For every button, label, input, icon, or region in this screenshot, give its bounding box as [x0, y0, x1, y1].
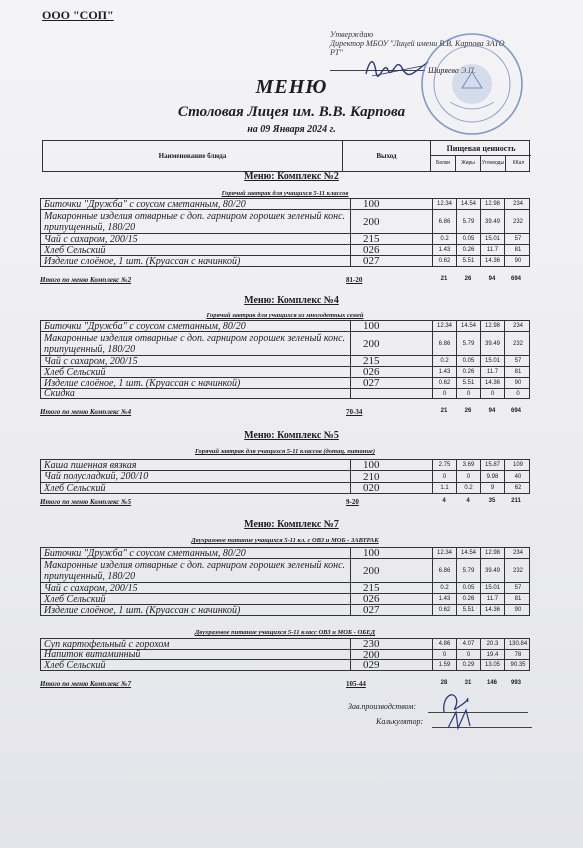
- dish-name: Изделие слоёное, 1 шт. (Круассан с начинкой): [41, 378, 351, 388]
- nutrition-value: 15.01: [481, 356, 505, 366]
- header-proteins: Белки: [431, 156, 456, 171]
- nutrition-value: 12.34: [433, 548, 457, 558]
- table-row: [40, 256, 530, 267]
- meal-group-title: Горячий завтрак для учащихся 5-11 классов (дотац. питание): [194, 448, 376, 455]
- total-nutrition-value: 694: [510, 408, 521, 414]
- table-row: [40, 605, 530, 616]
- header-fats: Жиры: [456, 156, 481, 171]
- nutrition-value: 1.43: [433, 594, 457, 604]
- dish-output: 027: [351, 605, 433, 615]
- table-row: [40, 245, 530, 256]
- table-row: [40, 320, 530, 332]
- nutrition-value: 90: [514, 258, 522, 264]
- dish-output: 100: [351, 460, 433, 470]
- nutrition-value: 90: [514, 607, 522, 613]
- dish-name: Хлеб Сельский: [41, 660, 351, 670]
- nutrition-value: 11.7: [481, 245, 505, 255]
- nutrition-value: 0: [457, 471, 481, 482]
- meal-group-title: Горячий завтрак для учащихся 5-11 классов: [221, 190, 349, 197]
- dish-name: Макаронные изделия отварные с доп. гарниром горошек зеленый конс. припущенный, 180/20: [41, 332, 351, 355]
- dish-output: 029: [351, 660, 433, 670]
- dish-output: 215: [351, 234, 433, 244]
- nutrition-value: 9.98: [481, 471, 505, 482]
- header-nutrition: Пищевая ценность: [431, 141, 531, 156]
- menu-title: Меню: Комплекс №7: [244, 519, 339, 530]
- meal-group-title: Горячий завтрак для учащихся из многодетных семей: [206, 312, 364, 319]
- table-row: [40, 198, 530, 210]
- nutrition-value: 14.36: [481, 256, 505, 266]
- nutrition-value: 1.1: [433, 483, 457, 493]
- page-subtitle: Столовая Лицея им. В.В. Карпова: [177, 104, 406, 120]
- nutrition-value: 11.7: [481, 594, 505, 604]
- dish-table: [40, 547, 530, 616]
- total-nutrition-value: 31: [464, 680, 472, 686]
- total-nutrition-value: 21: [440, 276, 448, 282]
- organization-name: ООО "СОП": [42, 8, 114, 22]
- dish-table: [40, 320, 530, 399]
- table-row: [40, 650, 530, 660]
- nutrition-value: 0.29: [457, 660, 481, 670]
- nutrition-value: 39.49: [481, 559, 505, 582]
- nutrition-value: 0: [433, 471, 457, 482]
- menu-title: Меню: Комплекс №5: [244, 430, 339, 441]
- table-row: [40, 378, 530, 389]
- nutrition-value: 90: [514, 380, 522, 386]
- nutrition-value: 20.3: [481, 639, 505, 649]
- total-price: 105-44: [346, 680, 366, 688]
- nutrition-value: 5.51: [457, 605, 481, 615]
- nutrition-value: 3.69: [457, 460, 481, 470]
- total-nutrition-value: 993: [510, 680, 521, 686]
- table-row: [40, 367, 530, 378]
- total-price: 70-34: [346, 408, 363, 416]
- dish-name: Чай с сахаром, 200/15: [41, 234, 351, 244]
- dish-name: Биточки "Дружба" с соусом сметанным, 80/20: [41, 321, 351, 331]
- nutrition-value: 109: [512, 462, 523, 468]
- table-row: [40, 660, 530, 671]
- approval-line-2: Директор МБОУ "Лицей имени В.В. Карпова ЗАТО: [330, 39, 505, 48]
- nutrition-value: 40: [514, 473, 522, 480]
- nutrition-value: 15.01: [481, 234, 505, 244]
- nutrition-value: 0.05: [457, 356, 481, 366]
- dish-output: 027: [351, 378, 433, 388]
- nutrition-value: 234: [512, 201, 523, 207]
- total-nutrition-value: 21: [440, 408, 448, 414]
- nutrition-value: 6.86: [433, 559, 457, 582]
- dish-output: 230: [351, 639, 433, 649]
- total-nutrition-value: 94: [488, 276, 496, 282]
- nutrition-value: 19.4: [481, 650, 505, 659]
- nutrition-value: 5.79: [457, 210, 481, 233]
- nutrition-value: 62: [514, 485, 522, 491]
- table-header: [42, 140, 530, 172]
- nutrition-value: 12.98: [481, 548, 505, 558]
- header-name: Наименование блюда: [43, 141, 343, 171]
- menu-total: [40, 276, 530, 286]
- dish-name: Изделие слоёное, 1 шт. (Круассан с начинкой): [41, 605, 351, 615]
- nutrition-value: 90.35: [510, 662, 526, 668]
- table-row: [40, 583, 530, 594]
- nutrition-value: 15.01: [481, 583, 505, 593]
- total-nutrition-value: 694: [510, 276, 521, 282]
- header-carbs: Углеводы: [481, 156, 506, 171]
- table-row: [40, 332, 530, 356]
- nutrition-value: 39.49: [481, 332, 505, 355]
- approval-line-3: РТ": [330, 48, 343, 57]
- page-title: МЕНЮ: [255, 76, 328, 98]
- dish-output: 200: [351, 650, 433, 659]
- dish-output: 026: [351, 245, 433, 255]
- nutrition-value: 0.26: [457, 367, 481, 377]
- nutrition-value: 0.05: [457, 234, 481, 244]
- total-price: 81-20: [346, 276, 363, 284]
- nutrition-value: 12.34: [433, 321, 457, 331]
- dish-output: 215: [351, 583, 433, 593]
- total-nutrition-value: 94: [488, 408, 496, 414]
- dish-output: 210: [351, 471, 433, 482]
- calculator-signature: [444, 706, 474, 734]
- nutrition-value: 12.34: [433, 199, 457, 209]
- calculator-label: Калькулятор:: [376, 717, 424, 726]
- dish-name: Чай полусладкий, 200/10: [41, 471, 351, 482]
- total-nutrition-value: 4: [466, 498, 470, 504]
- total-nutrition-value: 146: [486, 680, 497, 686]
- nutrition-value: 11.7: [481, 367, 505, 377]
- dish-output: 020: [351, 483, 433, 493]
- menu-total: [40, 498, 530, 508]
- nutrition-value: 232: [512, 340, 523, 347]
- dish-output: 215: [351, 356, 433, 366]
- nutrition-value: 2.75: [433, 460, 457, 470]
- dish-output: 200: [351, 210, 433, 233]
- table-row: [40, 234, 530, 245]
- nutrition-value: 0: [516, 390, 520, 397]
- nutrition-value: 0.62: [433, 605, 457, 615]
- nutrition-value: 81: [514, 596, 522, 602]
- dish-name: Макаронные изделия отварные с доп. гарниром горошек зеленый конс. припущенный, 180/20: [41, 559, 351, 582]
- dish-output: 100: [351, 321, 433, 331]
- dish-table: [40, 459, 530, 494]
- dish-output: 026: [351, 367, 433, 377]
- meal-group-title: Двухразовое питание учащихся 5-11 класс ОВЗ и МОБ - ОБЕД: [194, 629, 376, 636]
- table-row: [40, 559, 530, 583]
- nutrition-value: 0: [433, 650, 457, 659]
- nutrition-value: 0.2: [433, 234, 457, 244]
- dish-output: 200: [351, 559, 433, 582]
- total-label: Итого по меню Комплекс №4: [40, 408, 132, 416]
- total-nutrition-value: 35: [488, 498, 496, 504]
- nutrition-value: 0.2: [433, 583, 457, 593]
- dish-output: [351, 389, 433, 398]
- nutrition-value: 1.43: [433, 245, 457, 255]
- nutrition-value: 1.59: [433, 660, 457, 670]
- table-row: [40, 389, 530, 399]
- nutrition-value: 0.2: [457, 483, 481, 493]
- nutrition-value: 57: [514, 585, 522, 591]
- total-label: Итого по меню Комплекс №2: [40, 276, 132, 284]
- nutrition-value: 14.54: [457, 199, 481, 209]
- dish-table: [40, 198, 530, 267]
- production-label: Зав.производством:: [348, 702, 417, 711]
- total-label: Итого по меню Комплекс №5: [40, 498, 132, 506]
- dish-table: [40, 638, 530, 671]
- dish-name: Напиток витаминный: [41, 650, 351, 659]
- nutrition-value: 234: [512, 323, 523, 329]
- dish-name: Изделие слоёное, 1 шт. (Круассан с начинкой): [41, 256, 351, 266]
- dish-name: Чай с сахаром, 200/15: [41, 583, 351, 593]
- nutrition-value: 5.51: [457, 378, 481, 388]
- nutrition-value: 0.05: [457, 583, 481, 593]
- nutrition-value: 14.54: [457, 321, 481, 331]
- table-row: [40, 356, 530, 367]
- nutrition-value: 234: [512, 550, 523, 556]
- nutrition-value: 0.62: [433, 256, 457, 266]
- nutrition-value: 232: [512, 567, 523, 574]
- nutrition-value: 12.98: [481, 199, 505, 209]
- nutrition-value: 4.86: [433, 639, 457, 649]
- total-price: 9-20: [346, 498, 359, 506]
- dish-name: Хлеб Сельский: [41, 367, 351, 377]
- nutrition-value: 78: [514, 651, 522, 658]
- approval-line-1: Утверждаю: [330, 30, 374, 39]
- nutrition-value: 5.79: [457, 559, 481, 582]
- dish-name: Каша пшенная вязкая: [41, 460, 351, 470]
- menu-title: Меню: Комплекс №4: [244, 295, 339, 306]
- director-name: Ширяева Э.П.: [428, 66, 476, 75]
- dish-name: Чай с сахаром, 200/15: [41, 356, 351, 366]
- dish-name: Скидка: [41, 389, 351, 398]
- nutrition-value: 12.98: [481, 321, 505, 331]
- menu-date: на 09 Января 2024 г.: [247, 124, 336, 135]
- nutrition-value: 13.05: [481, 660, 505, 670]
- nutrition-value: 0.26: [457, 594, 481, 604]
- dish-output: 026: [351, 594, 433, 604]
- table-row: [40, 594, 530, 605]
- dish-name: Хлеб Сельский: [41, 594, 351, 604]
- table-row: [40, 459, 530, 471]
- nutrition-value: 6.86: [433, 210, 457, 233]
- nutrition-value: 0.2: [433, 356, 457, 366]
- header-kcal: ККал: [512, 160, 525, 166]
- nutrition-value: 81: [514, 247, 522, 253]
- nutrition-value: 6.86: [433, 332, 457, 355]
- nutrition-value: 5.79: [457, 332, 481, 355]
- nutrition-value: 81: [514, 369, 522, 375]
- nutrition-value: 14.36: [481, 605, 505, 615]
- dish-output: 100: [351, 199, 433, 209]
- total-nutrition-value: 28: [440, 680, 448, 686]
- dish-name: Биточки "Дружба" с соусом сметанным, 80/20: [41, 548, 351, 558]
- table-row: [40, 547, 530, 559]
- table-row: [40, 471, 530, 483]
- dish-output: 200: [351, 332, 433, 355]
- nutrition-value: 14.54: [457, 548, 481, 558]
- total-nutrition-value: 26: [464, 408, 472, 414]
- dish-name: Макаронные изделия отварные с доп. гарниром горошек зеленый конс. припущенный, 180/20: [41, 210, 351, 233]
- nutrition-value: 15.87: [481, 460, 505, 470]
- nutrition-value: 57: [514, 236, 522, 242]
- nutrition-value: 14.36: [481, 378, 505, 388]
- dish-output: 027: [351, 256, 433, 266]
- nutrition-value: 232: [512, 218, 523, 225]
- total-label: Итого по меню Комплекс №7: [40, 680, 132, 688]
- dish-name: Хлеб Сельский: [41, 245, 351, 255]
- dish-name: Биточки "Дружба" с соусом сметанным, 80/20: [41, 199, 351, 209]
- nutrition-value: 5.51: [457, 256, 481, 266]
- header-output: Выход: [343, 141, 431, 171]
- menu-total: [40, 408, 530, 418]
- table-row: [40, 483, 530, 494]
- nutrition-value: 0: [457, 650, 481, 659]
- nutrition-value: 0: [481, 389, 505, 398]
- table-row: [40, 210, 530, 234]
- nutrition-value: 0: [433, 389, 457, 398]
- dish-output: 100: [351, 548, 433, 558]
- total-nutrition-value: 211: [511, 498, 521, 504]
- nutrition-value: 4.07: [457, 639, 481, 649]
- dish-name: Хлеб Сельский: [41, 483, 351, 493]
- dish-name: Суп картофельный с горохом: [41, 639, 351, 649]
- nutrition-value: 9: [481, 483, 505, 493]
- nutrition-value: 39.49: [481, 210, 505, 233]
- meal-group-title: Двухразовое питание учащихся 5-11 кл. с ОВЗ и МОБ - ЗАВТРАК: [191, 537, 379, 544]
- nutrition-value: 0.26: [457, 245, 481, 255]
- nutrition-value: 1.43: [433, 367, 457, 377]
- nutrition-value: 0: [457, 389, 481, 398]
- nutrition-value: 130.84: [508, 641, 528, 647]
- menu-title: Меню: Комплекс №2: [244, 171, 339, 182]
- total-nutrition-value: 4: [442, 498, 446, 504]
- total-nutrition-value: 26: [464, 276, 472, 282]
- nutrition-value: 0.62: [433, 378, 457, 388]
- nutrition-value: 57: [514, 358, 522, 364]
